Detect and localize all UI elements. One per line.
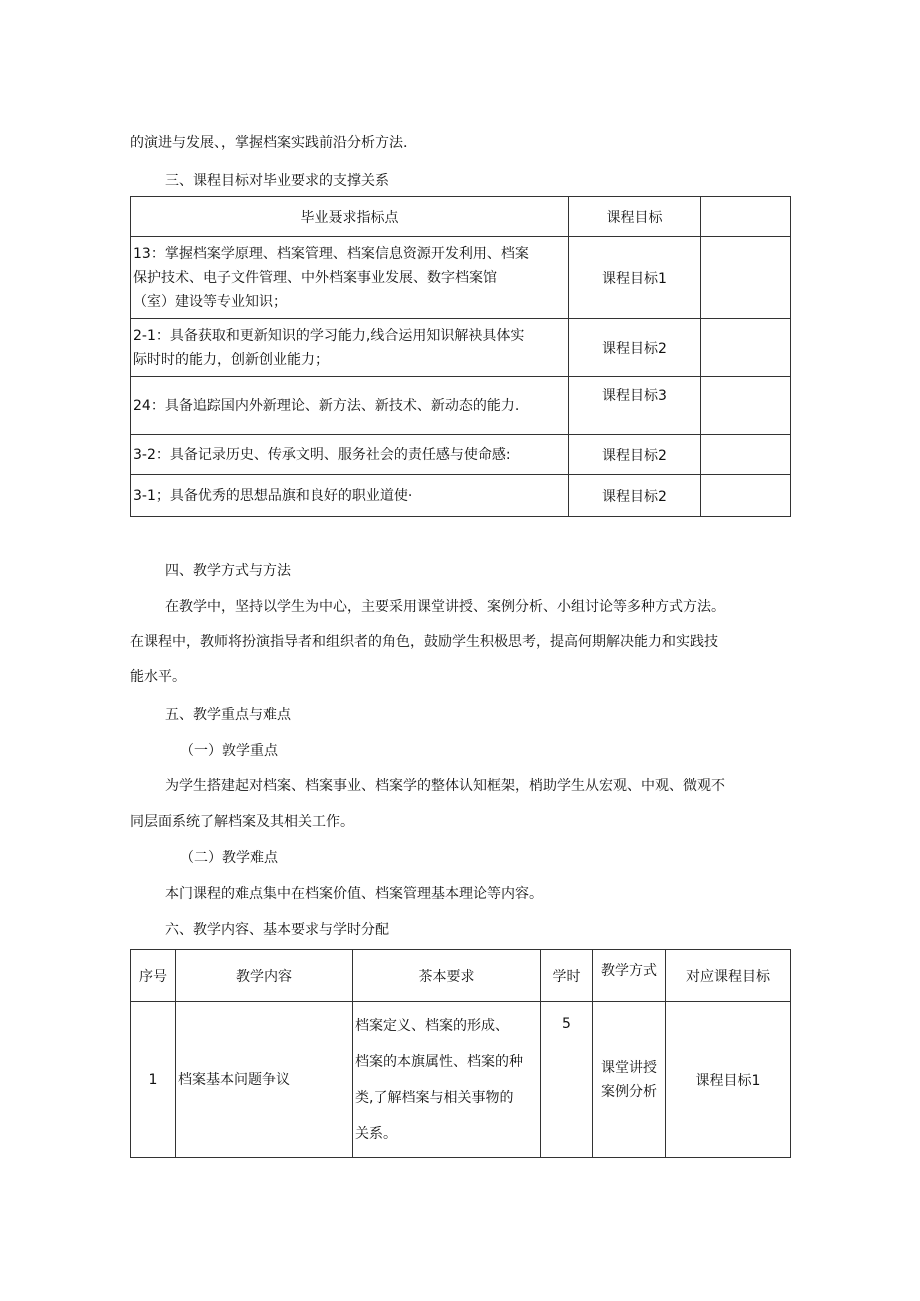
requirement-line: 际时时的能力，创新创业能力； <box>133 351 329 368</box>
section6-heading: 六、教学内容、基本要求与学时分配 <box>165 922 389 938</box>
table-row <box>131 377 791 435</box>
section5-sub2-heading: （二）教学难点 <box>180 850 278 866</box>
section4-line-2: 在课程中，教师将扮演指导者和组织者的角色，鼓励学生积极思考，提高何期解决能力和实践技 <box>130 634 718 650</box>
requirement-line: 2-1：具备获取和更新知识的学习能力,线合运用知识解袂具体实 <box>133 327 525 344</box>
requirement-cell <box>353 1002 541 1158</box>
table-row <box>131 475 791 517</box>
header-method: 教学方式 <box>593 950 666 1002</box>
requirement-line: 保护技术、电子文件管理、中外档案事业发展、数字档案馆 <box>133 269 497 286</box>
goal-cell: 课程目标1 <box>569 237 701 319</box>
section5-heading: 五、教学重点与难点 <box>165 707 291 723</box>
method-line: 案例分析 <box>601 1083 657 1100</box>
header-empty <box>701 197 791 237</box>
requirement-line: 档案定义、档案的形成、 <box>355 1017 509 1034</box>
requirement-cell <box>131 237 569 319</box>
section5-sub1-line-2: 同层面系统了解档案及其相关工作。 <box>130 814 354 830</box>
section4-heading: 四、教学方式与方法 <box>165 563 291 579</box>
empty-cell <box>701 377 791 435</box>
header-hours: 学时 <box>541 950 593 1002</box>
table-row <box>131 319 791 377</box>
table-row <box>131 237 791 319</box>
content-table <box>130 949 791 1158</box>
method-line: 课堂讲授 <box>601 1059 657 1076</box>
section3-heading: 三、课程目标对毕业要求的支撑关系 <box>165 173 389 189</box>
empty-cell <box>701 435 791 475</box>
hours-cell: 5 <box>541 1002 593 1158</box>
header-requirement: 毕业聂求指标点 <box>131 197 569 237</box>
intro-line: 的演进与发展、，掌握档案实践前沿分析方法. <box>130 135 408 151</box>
empty-cell <box>701 319 791 377</box>
header-requirement: 茶本要求 <box>353 950 541 1002</box>
goal-cell: 课程目标1 <box>666 1002 791 1158</box>
requirement-line: 关系。 <box>355 1125 397 1142</box>
table-row <box>131 435 791 475</box>
section4-line-3: 能水平。 <box>130 669 186 685</box>
requirement-line: 类,了解档案与相关事物的 <box>355 1089 514 1106</box>
header-goal: 对应课程目标 <box>666 950 791 1002</box>
table-row <box>131 1002 791 1158</box>
goal-cell: 课程目标2 <box>569 435 701 475</box>
goal-cell: 课程目标2 <box>569 475 701 517</box>
section4-line-1: 在教学中，坚持以学生为中心，主要采用课堂讲授、案例分析、小组讨论等多种方式方法。 <box>165 599 725 615</box>
empty-cell <box>701 237 791 319</box>
section5-sub1-heading: （一）敦学重点 <box>180 743 278 759</box>
support-table-header <box>131 197 791 237</box>
no-cell: 1 <box>131 1002 176 1158</box>
requirement-line: 13：掌握档案学原理、档案管理、档案信息资源开发利用、档案 <box>133 245 529 262</box>
requirement-cell <box>131 319 569 377</box>
requirement-cell: 3-1；具备优秀的思想品旗和良好的职业道使· <box>131 475 569 517</box>
header-no: 序号 <box>131 950 176 1002</box>
requirement-line: （室）建设等专业知识； <box>133 293 287 310</box>
requirement-line: 档案的本旗属性、档案的种 <box>355 1053 523 1070</box>
content-table-header <box>131 950 791 1002</box>
content-cell: 档案基本问题争议 <box>176 1002 353 1158</box>
header-content: 教学内容 <box>176 950 353 1002</box>
goal-cell: 课程目标2 <box>569 319 701 377</box>
method-cell <box>593 1002 666 1158</box>
section5-sub1-line-1: 为学生搭建起对档案、档案事业、档案学的整体认知框架，梢助学生从宏观、中观、微观不 <box>165 778 725 794</box>
header-goal: 课程目标 <box>569 197 701 237</box>
requirement-cell: 3-2：具备记录历史、传承文明、服务社会的责任感与使命感: <box>131 435 569 475</box>
section5-sub2-line: 本门课程的难点集中在档案价值、档案管理基本理论等内容。 <box>165 886 543 902</box>
requirement-cell: 24：具备追踪国内外新理论、新方法、新技术、新动态的能力. <box>131 377 569 435</box>
empty-cell <box>701 475 791 517</box>
goal-cell: 课程目标3 <box>569 377 701 435</box>
support-table <box>130 196 791 517</box>
